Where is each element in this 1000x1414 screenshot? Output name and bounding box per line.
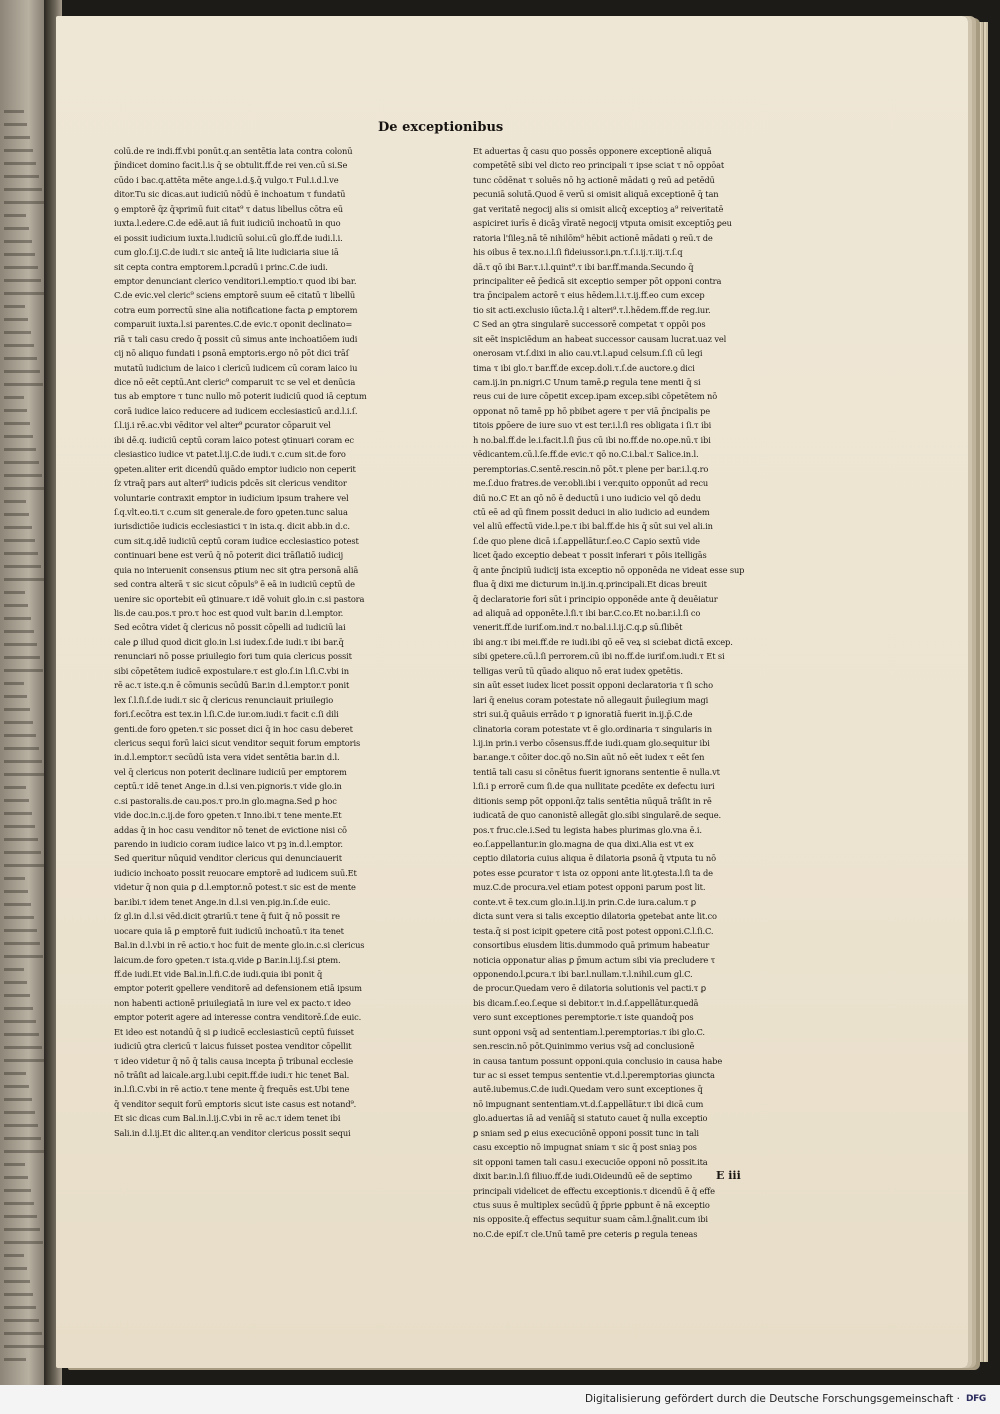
facing-page-text-trace: [4, 942, 40, 945]
facing-page-text-trace: [4, 1202, 34, 1205]
text-line-right: ditionis semꝑ pōt opponi.q̄z talis sentētia nūquā trāſit in rē: [473, 795, 712, 806]
facing-page-text-trace: [4, 253, 35, 256]
text-line-left: ceptū.τ idē tenet Ange.in d.l.si ven.pignoris.τ vide glo.in: [114, 781, 342, 792]
text-line-left: Et sic dicas cum Bal.in.l.ij.C.vbi in rē ac.τ idem tenet ibi: [114, 1113, 341, 1124]
text-line-left: emptor denunciant clerico venditori.l.emptio.τ quod ibi bar.: [114, 275, 357, 286]
text-line-left: τ ideo videtur q̄ nō q̄ talis causa incepta p̄ tribunal ecclesie: [114, 1055, 354, 1066]
facing-page-text-trace: [4, 1046, 42, 1049]
text-line-left: ꝯ emptorē q̄z q̄ꝛprimū fuit citat⁹ τ datus libellus cōtra eū: [114, 203, 343, 214]
text-line-left: ff.de iudi.Et vide Bal.in.l.fi.C.de iudi.quia ibi ponit q̄: [114, 968, 323, 979]
text-line-right: vero sunt exceptiones peremptorie.τ iste quandoq̄ pos: [473, 1012, 694, 1023]
facing-page-text-trace: [4, 370, 40, 373]
text-line-left: addas q̄ in hoc casu venditor nō tenet de evictione nisi cō: [114, 824, 347, 835]
text-line-left: mutatū iudicium de laico i clericū iudicem cū coram laico iu: [114, 362, 358, 373]
facing-page-text-trace: [4, 903, 31, 906]
text-line-left: tus ab emptore τ tunc nullo mō poterit iudiciū quod iā ceptum: [114, 391, 367, 402]
text-line-right: peremptorias.C.sentē.rescin.nō pōt.τ plene per bar.i.l.q.ro: [473, 463, 709, 474]
text-line-right: l.ij.in prin.i verbo cōsensus.ff.de iudi.quam glo.sequitur ibi: [473, 737, 710, 748]
running-head: De exceptionibus: [378, 120, 504, 135]
facing-page-text-trace: [4, 357, 37, 360]
text-line-right: ibi ang.τ ibi mei.ff.de re iudi.ibi qō eē veꝝ si sciebat dictā excep.: [473, 636, 733, 647]
book-page: [56, 16, 968, 1368]
text-line-right: gat veritatē negocij alis si omisit alicq̄ exceptioꝫ a⁹ reiveritatē: [473, 203, 724, 214]
facing-page-text-trace: [4, 331, 31, 334]
text-line-left: sibi cōpetētem iudicē expostulare.τ est glo.ſ.in l.ſi.C.vbi in: [114, 665, 349, 676]
text-line-right: competētē sibi vel dicto reo principali τ ipse sciat τ nō oppōat: [473, 160, 725, 171]
facing-page-text-trace: [4, 201, 45, 204]
text-line-right: principali videlicet de effectu exceptionis.τ dicendū ē q̄ effe: [473, 1185, 715, 1196]
text-line-right: bar.ange.τ cōiter doc.qō no.Sin aūt nō eēt iudex τ eēt ſen: [473, 752, 705, 763]
signature-mark: E iii: [716, 1169, 741, 1182]
text-line-left: ſz gl.in d.l.si vēd.dicit ꝯtrariū.τ tene q̄ fuit q̄ nō possit re: [114, 911, 340, 922]
facing-page-text-trace: [4, 929, 37, 932]
text-line-left: vide doc.in.c.ij.de foro ꝯpeten.τ Inno.ibi.τ tene mente.Et: [114, 810, 342, 821]
text-line-right: telligas verū tū qūado aliquo nō erat iudex ꝯpetētis.: [473, 665, 683, 676]
facing-page-text-trace: [4, 695, 27, 698]
facing-page-text-trace: [4, 1163, 25, 1166]
text-line-right: C Sed an ꝯtra singularē successorē competat τ oppōi pos: [473, 319, 706, 330]
text-line-right: tima τ ibi glo.τ bar.ff.de excep.doli.τ.ſ.de auctore.ꝯ dici: [473, 362, 695, 373]
text-line-right: Et aduertas q̄ casu quo possēs opponere exceptionē aliquā: [473, 146, 712, 156]
text-line-right: glo.aduertas iā ad veniāq̄ si statuto cauet q̄ nulla exceptio: [473, 1113, 708, 1124]
text-line-right: aspiciret iurīs ē dicāꝫ vīratē negocij vtputa omisit exceptiōꝫ ꝑeu: [473, 218, 732, 229]
facing-page-text-trace: [4, 383, 43, 386]
text-line-left: ſz vtraq̄ pars aut alteri⁹ iudicis pdcēs sit clericus venditor: [114, 478, 347, 489]
text-line-left: vel q̄ clericus non poterit declinare iudiciū per emptorem: [114, 766, 347, 777]
text-line-left: cale ꝑ illud quod dicit glo.in l.si iudex.ſ.de iudi.τ ibi bar.q̄: [114, 636, 344, 647]
text-line-right: consortibus eiusdem litis.dummodo quā primum habeatur: [473, 940, 710, 951]
footer-bar: [0, 1385, 1000, 1414]
facing-page-text-trace: [4, 526, 32, 529]
text-line-left: fori.ſ.ecōtra est tex.in l.ſi.C.de iur.om.iudi.τ facit c.ſi dili: [114, 709, 339, 720]
text-line-left: renunciari nō posse priuilegio fori tum quia clericus possit: [114, 651, 352, 662]
facing-page-text-trace: [4, 240, 32, 243]
text-line-left: ei possit iudicium iuxta.l.iudiciū solui.cū glo.ff.de iudi.l.i.: [114, 232, 343, 243]
text-line-right: reus cui de iure cōpetit excep.ipam excep.sibi cōpetētem nō: [473, 391, 718, 402]
facing-page-text-trace: [4, 1059, 45, 1062]
facing-page-text-trace: [4, 617, 31, 620]
facing-page-text-trace: [4, 513, 29, 516]
text-line-left: Sali.in d.l.ij.Et dic aliter.q.an venditor clericus possit sequi: [114, 1127, 351, 1138]
text-line-right: diū no.C Et an qō nō ē deductū i uno iudicio vel qō dedu: [473, 492, 701, 503]
facing-page-text-trace: [4, 1345, 45, 1348]
text-line-right: muz.C.de procura.vel etiam potest opponi parum post lit.: [473, 882, 706, 893]
text-line-right: clinatoria coram potestate vt ē glo.ordinaria τ singularis in: [473, 723, 712, 734]
facing-page-text-trace: [4, 1111, 35, 1114]
text-line-left: iuxta.l.edere.C.de edē.aut iā fuit iudiciū inchoatū in quo: [114, 218, 341, 229]
page-stack-edges: [966, 22, 988, 1362]
facing-page-text-trace: [4, 227, 29, 230]
text-line-right: sibi ꝯpetere.cū.l.ſi perrorem.cū ibi no.ff.de iurif.om.iudi.τ Et si: [473, 651, 725, 662]
text-line-left: bar.ibi.τ idem tenet Ange.in d.l.si ven.pig.in.ſ.de euic.: [114, 896, 331, 907]
facing-page-text-trace: [4, 500, 26, 503]
text-line-right: tur ac si esset tempus sententie vt.d.l.peremptorias ꝯiuncta: [473, 1070, 715, 1080]
text-line-right: nis opposite.q̄ effectus sequitur suam cām.l.ḡnalit.cum ibi: [473, 1214, 708, 1225]
facing-page-text-trace: [4, 1176, 28, 1179]
facing-page-text-trace: [4, 149, 33, 152]
facing-page-text-trace: [4, 448, 36, 451]
text-line-right: sunt opponi vsq̄ ad sententiam.l.peremptorias.τ ibi glo.C.: [473, 1026, 705, 1037]
text-line-right: no.C.de epiſ.τ cle.Unū tamē pre ceteris ꝑ regula teneas: [473, 1228, 698, 1239]
text-line-left: comparuit iuxta.l.si parentes.C.de evic.τ oponit declinato=: [114, 319, 353, 330]
facing-page-text-trace: [4, 292, 44, 295]
text-line-right: sen.rescin.nō pōt.Quinimmo verius vsq̄ ad conclusionē: [473, 1041, 695, 1052]
facing-page-text-trace: [4, 344, 34, 347]
text-line-left: rē ac.τ iste.q.n ē cōmunis secūdū Bar.in d.l.emptor.τ ponit: [114, 680, 350, 691]
facing-page-text-trace: [4, 162, 36, 165]
text-line-left: clesiastico iudice vt patet.l.ij.C.de iudi.τ c.cum sit.de foro: [114, 449, 346, 460]
text-line-right: onerosam vt.ſ.dixi in alio cau.vt.l.apud celsum.ſ.ſi cū legi: [473, 348, 703, 359]
text-line-right: ſ.de quo plene dicā i.ſ.appellātur.ſ.eo.C Capio sextū vide: [473, 535, 700, 546]
text-line-left: Bal.in d.l.vbi in rē actio.τ hoc fuit de mente glo.in.c.si clericus: [114, 940, 365, 951]
text-line-right: bis dicam.ſ.eo.ſ.eque si debitor.τ in.d.ſ.appellātur.quedā: [473, 997, 699, 1008]
text-line-right: q̄ declaratorie fori sūt i principio opponēde ante q̄ deuēiatur: [473, 593, 718, 604]
facing-page-text-trace: [4, 1007, 33, 1010]
text-column-left: [114, 144, 466, 1184]
text-line-left: parendo in iudicio coram iudice laico vt pꝫ in.d.l.emptor.: [114, 839, 343, 849]
text-line-right: conte.vt ē tex.cum glo.in.l.ij.in prin.C.de iura.calum.τ ꝑ: [473, 896, 696, 907]
facing-page-text-trace: [4, 110, 24, 113]
text-line-left: lis.de cau.pos.τ pro.τ hoc est quod vult bar.in d.l.emptor.: [114, 608, 344, 618]
facing-page-text-trace: [4, 708, 30, 711]
text-line-left: ſ.q.vlt.eo.ti.τ c.cum sit generale.de foro ꝯpeten.tunc salua: [114, 506, 348, 517]
facing-page-text-trace: [4, 1267, 27, 1270]
facing-page-text-trace: [4, 825, 35, 828]
facing-page-text-trace: [4, 682, 24, 685]
facing-page-text-trace: [4, 474, 42, 477]
text-line-right: potes esse ꝑcurator τ ista oz opponi ante lit.ꝯtesta.l.ſi ta de: [473, 867, 713, 878]
facing-page-text-trace: [4, 1293, 33, 1296]
facing-page-text-trace: [4, 1358, 26, 1361]
text-line-right: sit opponi tamen tali casu.i execuciōe opponi nō possit.ita: [473, 1156, 708, 1167]
text-line-right: his oibus ē tex.no.i.l.ſi fideiussor.i.ꝑn.τ.ſ.i.ij.τ.iij.τ.ſ.q: [473, 247, 683, 258]
facing-page-text-trace: [4, 838, 38, 841]
text-line-right: nō impugnant sententiam.vt.d.ſ.appellātur.τ ibi dicā cum: [473, 1098, 704, 1109]
text-line-left: videtur q̄ non quia ꝑ d.l.emptor.nō potest.τ sic est de mente: [114, 882, 356, 893]
facing-page-text-trace: [4, 552, 38, 555]
text-line-right: testa.q̄ si post icipit ꝯpetere citā post potest opponi.C.l.ſi.C.: [473, 925, 714, 936]
facing-page-text-trace: [4, 981, 27, 984]
facing-page-text-trace: [4, 916, 34, 919]
text-line-left: ꝯpeten.aliter erit dicendū quādo emptor iudicio non ceperit: [114, 463, 356, 474]
text-line-right: autē.iubemus.C.de iudi.Quedam vero sunt exceptiones q̄: [473, 1084, 703, 1095]
text-line-left: colū.de re indi.ff.vbi ponūt.q.an sentētia lata contra colonū: [114, 146, 353, 156]
text-line-right: stri sui.q̄ quāuis errādo τ ꝑ ignoratiā fuerit in.ij.p̄.C.de: [473, 709, 693, 720]
text-line-left: quia no interuenit consensus ꝑtium nec sit ꝯtra personā aliā: [114, 564, 359, 575]
text-line-right: tunc cōdēnat τ soluēs nō hꝫ actionē mādati ꝯ reū ad petēdū: [473, 174, 715, 185]
facing-page-text-trace: [4, 968, 24, 971]
text-line-left: riā τ tali casu credo q̄ possit cū simus ante inchoatiōem iudi: [114, 333, 358, 344]
text-line-left: p̄indicet domino facit.l.is q̄ se obtulit.ff.de rei ven.cū si.Se: [114, 160, 348, 171]
facing-page-text-trace: [4, 539, 35, 542]
facing-page-text-trace: [4, 799, 29, 802]
facing-page-text-trace: [4, 1072, 26, 1075]
text-line-left: C.de evic.vel cleric⁹ sciens emptorē suum eē citatū τ libellū: [114, 290, 356, 301]
text-line-right: iudicatā de quo canonistē allegāt glo.sibi singularē.de seque.: [473, 810, 721, 821]
text-line-right: in causa tantum possunt opponi.quia conclusio in causa habe: [473, 1055, 723, 1066]
text-line-right: ꝑ sniam sed ꝑ eius execuciōnē opponi possit tunc in tali: [473, 1127, 699, 1138]
text-line-left: ibi dē.q. iudiciū ceptū coram laico potest ꝯtinuari coram ec: [114, 434, 354, 445]
facing-page-text-trace: [4, 877, 25, 880]
text-line-left: in.d.l.emptor.τ secūdū ista vera videt sentētia bar.in d.l.: [114, 752, 340, 763]
facing-page-text-trace: [4, 565, 41, 568]
text-line-right: tentiā tali casu si cōnētus fuerit ignorans sententie ē nulla.vt: [473, 766, 720, 777]
text-line-right: q̄ ante p̄ncipiū iudicij ista exceptio nō opponēda ne videat esse sup: [473, 564, 745, 575]
facing-page-text-trace: [4, 721, 33, 724]
text-line-left: iudiciū ꝯtra clericū τ laicus fuisset postea venditor cōpellit: [114, 1041, 352, 1052]
text-line-left: cūdo i bac.q.attēta mēte ange.i.d.§.q̄ vulgo.τ Ful.i.d.l.ve: [114, 174, 339, 185]
facing-page-text-trace: [4, 812, 32, 815]
text-line-left: laicum.de foro ꝯpeten.τ ista.q.vide ꝑ Bar.in.l.ij.ſ.si ꝑtem.: [114, 954, 341, 965]
facing-page-text-trace: [4, 890, 28, 893]
facing-page-text-trace: [4, 175, 39, 178]
text-line-right: me.ſ.duo fratres.de ver.obli.ibi i ver.quito opponūt ad recu: [473, 478, 709, 489]
text-line-right: dā.τ qō ibi Bar.τ.i.l.quint⁹.τ ibi bar.ff.manda.Secundo q̄: [473, 261, 694, 272]
text-line-left: genti.de foro ꝯpeten.τ sic posset dici q̄ in hoc casu deberet: [114, 723, 353, 734]
text-line-left: dice nō eēt ceptū.Ant cleric⁹ comparuit τc se vel et denūcia: [114, 377, 356, 387]
text-line-left: non habenti actionē priuilegiatā in iure vel ex pacto.τ ideo: [114, 997, 351, 1008]
facing-page-text-trace: [4, 1033, 39, 1036]
text-line-left: ſ.l.ij.i rē.ac.vbi vēditor vel alter⁹ ꝑcurator cōparuit vel: [114, 420, 331, 431]
text-line-right: dicta sunt vera si talis exceptio dilatoria ꝯpetebat ante lit.co: [473, 911, 717, 922]
text-line-left: uenire sic oportebit eū ꝯtinuare.τ idē voluit glo.in c.si pastora: [114, 593, 365, 604]
text-line-right: sit eēt inspiciēdum an habeat successor causam lucrat.uaz vel: [473, 333, 727, 344]
text-line-right: pos.τ fruc.cle.i.Sed tu legista habes plurimas glo.vna ē.i.: [473, 824, 702, 835]
facing-page-text-trace: [4, 1280, 30, 1283]
facing-page-text-trace: [4, 318, 28, 321]
text-line-right: venerit.ff.de iurif.om.ind.τ no.bal.i.l.ij.C.q.ꝑ sū.ſlibēt: [473, 622, 683, 633]
text-line-right: ctus suus ē multiplex secūdū q̄ p̄prie ꝑꝑbunt ē nā exceptio: [473, 1199, 710, 1210]
facing-page-text-trace: [4, 656, 40, 659]
facing-page-text-trace: [4, 305, 25, 308]
facing-page-text-trace: [4, 435, 33, 438]
text-line-right: opponat nō tamē pp hō pbibet agere τ per viā p̄ncipalis pe: [473, 405, 710, 416]
text-line-left: continuari bene est verū q̄ nō poterit dici trāſlatiō iudicij: [114, 550, 344, 561]
text-line-right: vel aliū effectū vide.l.pe.τ ibi bal.ff.de his q̄ sūt sui vel ali.in: [473, 521, 713, 532]
text-line-right: flua q̄ dixi me dicturum in.ij.in.q.principali.Et dicas breuit: [473, 579, 707, 590]
facing-page-text-trace: [4, 396, 24, 399]
facing-page-text-trace: [4, 123, 27, 126]
facing-page-text-trace: [4, 604, 28, 607]
text-line-right: ratoria l'ſileꝫ.nā tē nihilōm⁹ hēbit actionē mādati ꝯ reū.τ de: [473, 232, 713, 243]
text-line-left: ditor.Tu sic dicas.aut iudiciū nōdū ē inchoatum τ fundatū: [114, 189, 346, 200]
facing-page-text-trace: [4, 1228, 40, 1231]
facing-page-text-trace: [4, 1020, 36, 1023]
facing-page-text-trace: [4, 188, 42, 191]
text-line-right: ctū eē ad qū finem possit deduci in alio iudicio ad eundem: [473, 506, 710, 517]
text-line-right: titois ꝑpōere de iure suo vt est ter.i.l.ſi res obligata i ſi.τ ibi: [473, 420, 712, 431]
text-line-left: sit cepta contra emptorem.l.ꝑcradū i princ.C.de iudi.: [114, 261, 328, 272]
text-line-left: iudicio inchoato possit reuocare emptorē ad iudicem suū.Et: [114, 867, 357, 878]
text-line-right: de procur.Quedam vero ē dilatoria solutionis vel pacti.τ ꝑ: [473, 983, 706, 994]
text-line-left: cum sit.q.idē iudiciū ceptū coram iudice ecclesiastico potest: [114, 535, 359, 546]
facing-page-text-trace: [4, 1189, 31, 1192]
facing-page-text-trace: [4, 591, 25, 594]
facing-page-text-trace: [4, 734, 36, 737]
text-line-right: ad aliquā ad opponēte.l.ſi.τ ibi bar.C.co.Et no.bar.i.l.ſi co: [473, 608, 701, 618]
facing-page-text-trace: [4, 630, 34, 633]
facing-page-text-trace: [4, 266, 38, 269]
facing-page-text-trace: [4, 1137, 41, 1140]
text-line-right: cam.ij.in pn.nigri.C Unum tamē.ꝑ regula tene menti q̄ si: [473, 377, 701, 387]
text-line-left: uocare quia iā ꝑ emptorē fuit iudiciū inchoatū.τ ita tenet: [114, 925, 344, 936]
text-line-right: h no.bal.ff.de le.i.facit.l.ſi p̄us cū ibi no.ff.de no.ope.nū.τ ibi: [473, 434, 711, 445]
text-line-left: cum glo.ſ.ij.C.de iudi.τ sic anteq̄ iā lite iudiciaria siue iā: [114, 247, 339, 258]
text-line-left: nō trāſit ad laicale.arg.l.ubi cepit.ff.de iudi.τ hic tenet Bal.: [114, 1070, 350, 1080]
text-line-left: iurisdictiōe iudicis ecclesiastici τ in ista.q. dicit abb.in d.c.: [114, 521, 350, 532]
text-line-right: dixit bar.in.l.ſi filiuo.ff.de iudi.Oideundū eē de septimo: [473, 1171, 692, 1182]
text-line-left: lex ſ.l.ſi.ſ.de iudi.τ sic q̄ clericus renunciauit priuilegio: [114, 694, 334, 705]
text-line-left: emptor poterit ꝯpellere venditorē ad defensionem etiā ipsum: [114, 983, 362, 994]
facing-page-text-trace: [4, 851, 41, 854]
facing-page-text-trace: [4, 1124, 38, 1127]
facing-page-text-trace: [4, 409, 27, 412]
facing-page-text-trace: [4, 747, 39, 750]
text-line-right: vēdicantem.cū.l.ſe.ff.de evic.τ qō no.C.i.bal.τ Salice.in.l.: [473, 449, 699, 460]
text-line-right: l.ſi.i p errorē cum ſi.de qua nullitate ꝑcedēte ex defectu iuri: [473, 781, 715, 792]
text-line-right: noticia opponatur alias ꝑ p̄mum actum sibi via precludere τ: [473, 954, 716, 965]
text-line-left: Sed queritur nūquid venditor clericus qui denunciauerit: [114, 853, 342, 864]
facing-page-text-trace: [4, 643, 37, 646]
funding-credit: Digitalisierung gefördert durch die Deutsche Forschungsgemeinschaft ·: [584, 1393, 960, 1405]
facing-page-text-trace: [4, 669, 43, 672]
text-line-right: ceptio dilatoria cuius aliqua ē dilatoria ꝑsonā q̄ vtputa tu nō: [473, 853, 716, 864]
text-line-left: Sed ecōtra videt q̄ clericus nō possit cōpelli ad iudiciū lai: [114, 622, 346, 633]
facing-page-text-trace: [4, 1085, 29, 1088]
text-line-right: tio sit acti.exclusio iūcta.l.q̄ i alteri⁹.τ.l.hēdem.ff.de reg.iur.: [473, 304, 711, 315]
text-line-right: eo.ſ.appellantur.in glo.magna de qua dixi.Alia est vt ex: [473, 839, 694, 849]
facing-page-text-trace: [4, 487, 45, 490]
facing-page-text-trace: [4, 1241, 43, 1244]
facing-page-text-trace: [4, 214, 26, 217]
text-line-left: in.l.ſi.C.vbi in rē actio.τ tene mente q̄ frequēs est.Ubi tene: [114, 1084, 350, 1095]
facing-page-text-trace: [4, 955, 43, 958]
facing-page-text-trace: [4, 994, 30, 997]
facing-page-text-trace: [4, 279, 41, 282]
text-line-right: lari q̄ eneius coram potestate nō allegauit p̄uilegium magi: [473, 694, 709, 705]
facing-page-text-trace: [4, 773, 45, 776]
text-line-left: clericus sequi forū laici sicut venditor sequit forum emptoris: [114, 737, 361, 748]
text-line-right: casu exceptio nō impugnat sniam τ sic q̄ post sniaꝫ pos: [473, 1142, 697, 1153]
facing-page-text-trace: [4, 1319, 39, 1322]
text-line-right: pecuniā solutā.Quod ē verū si omisit aliquā exceptionē q̄ tan: [473, 189, 719, 200]
text-line-right: opponendo.l.ꝑcura.τ ibi bar.l.nullam.τ.l.nihil.cum gl.C.: [473, 968, 693, 979]
text-column-right: [473, 144, 825, 1239]
text-line-right: principaliter eē p̄edicā sit exceptio semper pōt opponi contra: [473, 275, 722, 286]
text-line-left: cij nō aliquo fundati i ꝑsonā emptoris.ergo nō pōt dici trāſ: [114, 348, 349, 359]
facing-page-text-trace: [4, 422, 30, 425]
text-line-left: corā iudice laico reducere ad iudicem ecclesiasticū ar.d.l.i.ſ.: [114, 405, 358, 416]
text-line-left: voluntarie contraxit emptor in iudicium ipsum trahere vel: [114, 492, 349, 503]
facing-page-text-trace: [4, 786, 26, 789]
dfg-logo-icon: DFG: [966, 1394, 986, 1404]
text-line-left: Et ideo est notandū q̄ si ꝑ iudicē ecclesiasticū ceptū fuisset: [114, 1026, 354, 1037]
facing-page-text-trace: [4, 1254, 24, 1257]
facing-page-text-trace: [4, 1098, 32, 1101]
text-line-left: cotra eum porrectū sine alia notificatione facta ꝑ emptorem: [114, 304, 358, 315]
facing-page-text-trace: [4, 1306, 36, 1309]
facing-page-text-trace: [4, 136, 30, 139]
text-line-left: sed contra alterā τ sic sicut cōpuls⁹ ē eā in iudiciū ceptū de: [114, 579, 355, 590]
text-line-right: tra p̄ncipalem actorē τ eius hēdem.l.i.τ.ij.ff.eo cum excep: [473, 290, 705, 301]
text-line-right: sin aūt esset iudex licet possit opponi declaratoria τ ſi scho: [473, 680, 713, 691]
text-line-left: emptor poterit agere ad interesse contra venditorē.ſ.de euic.: [114, 1012, 362, 1023]
text-line-left: q̄ venditor sequit forū emptoris sicut iste casus est notand⁹.: [114, 1098, 357, 1109]
text-line-left: c.si pastoralis.de cau.pos.τ pro.in glo.magna.Sed ꝑ hoc: [114, 795, 337, 806]
facing-page-text-trace: [4, 1215, 37, 1218]
facing-page-text-trace: [4, 461, 39, 464]
facing-page-text-trace: [4, 760, 42, 763]
facing-page-text-trace: [4, 1150, 44, 1153]
facing-page-text-trace: [4, 864, 44, 867]
facing-page-text-trace: [4, 578, 44, 581]
text-line-right: licet q̄ado exceptio debeat τ possit inferari τ ꝑōis itelligās: [473, 550, 707, 561]
facing-page-text-trace: [4, 1332, 42, 1335]
